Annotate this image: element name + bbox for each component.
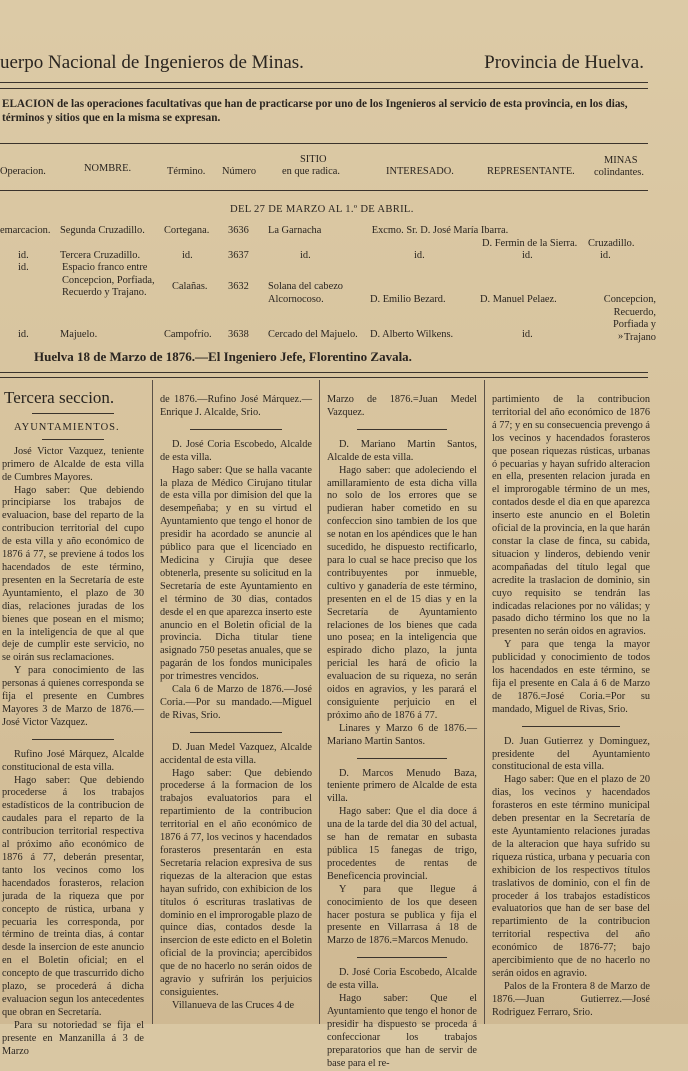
table-row-4-op: id.	[18, 329, 29, 340]
relacion-intro: ELACION de las operaciones facultativas que han de practicarse por uno de los Ingenieros al servicio de esta provincia, en los dias, términos y sitios que en la misma se expresan.	[2, 98, 628, 124]
table-row-4-termino: Campofrío.	[164, 329, 212, 340]
table-row-3-numero: 3632	[228, 281, 249, 292]
notice-5-heading: D. Mariano Martin Santos, Alcalde de esta villa.	[327, 438, 477, 463]
section-subtitle: AYUNTAMIENTOS.	[14, 421, 120, 433]
notice-5-closing: Linares y Marzo 6 de 1876.—Mariano Martin Santos.	[327, 722, 477, 747]
notice-5-body: Hago saber: que adoleciendo el amillaramiento de esta dicha villa no solo de los errores que se pudieran haber cometido en su confeccion sino tambien de los que se notan en los apéndices que le han sucedido, he dispuesto rectificarlo, para lo cual se hace preciso que los contribuyentes por inmueble, cultivo y ganadería de este término, presenten en el de 15 dias y en la Secretaría de Ayuntamiento relaciones de los bienes que cada uno posea; en la inteligencia que espirado dicho plazo, la junta pericial les hará de oficio la evaluacion de su riqueza, no serán oidos en agravios, y les parará el consiguiente perjuicio en el próximo año de 1876 á 77.	[327, 464, 477, 721]
table-row-4-representante: id.	[522, 329, 533, 340]
notice-2-heading: Rufino José Márquez, Alcalde constitucional de esta villa.	[2, 748, 144, 773]
table-row-3-nombre: Espacio franco entre Concepcion, Porfiada, Recuerdo y Trajano.	[62, 262, 155, 298]
notice-divider	[190, 429, 282, 430]
engineer-signature: Huelva 18 de Marzo de 1876.—El Ingeniero Jefe, Florentino Zavala.	[34, 349, 412, 364]
section-rule	[0, 372, 648, 373]
table-row-3-op: id.	[18, 262, 29, 273]
table-row-4-minas: »	[618, 331, 624, 342]
table-row-3-interesado: D. Emilio Bezard.	[370, 294, 446, 305]
table-row-1-interesado: Excmo. Sr. D. José María Ibarra.	[371, 225, 509, 236]
th-nombre: NOMBRE.	[84, 163, 132, 174]
notice-divider	[357, 957, 447, 958]
table-row-4-numero: 3638	[228, 329, 249, 340]
province-title: Provincia de Huelva.	[484, 52, 644, 73]
table-row-1-op: emarcacion.	[0, 225, 51, 236]
column-divider-3	[484, 380, 485, 1024]
th-interesado: INTERESADO.	[386, 166, 454, 177]
notice-4-heading: D. Juan Medel Vazquez, Alcalde accidental de esta villa.	[160, 741, 312, 766]
notice-divider	[32, 739, 114, 740]
th-minas-1: MINAS	[604, 155, 638, 166]
table-row-2-sitio: id.	[300, 250, 311, 261]
table-row-2-representante: D. Fermin de la Sierra.	[482, 238, 578, 249]
table-row-3-minas: Concepcion, Recuerdo, Porfiada y Trajano	[603, 294, 656, 343]
notice-3-body: Hago saber: Que se halla vacante la plaza de Médico Cirujano titular de esta villa por dimision del que la desempeñaba; y en su virtud el Ayuntamiento que tengo el honor de presidir ha acordado se anuncie al público para que el licenciado en Medicina y Cirujía que desee obtenerla, presente su solicitud en la Secretaría de este Ayuntamiento en el término de 30 dias, contados desde el en que aparezca inserto este anuncio en el Boletin oficial de la provincia. Dicha titular tiene asignado 750 pesetas anuales, que se pagarán de los fondos municipales por trimestres vencidos.	[160, 464, 312, 683]
column-divider-1	[152, 380, 153, 1024]
notice-divider	[190, 732, 282, 733]
column-4	[492, 394, 650, 1020]
notice-1-closing: Y para conocimiento de las personas á quienes corresponda se fija el presente en Cumbres Mayores 3 de Marzo de 1876.—José Victor Vazquez.	[2, 665, 144, 728]
notice-6-closing: Y para que llegue á conocimiento de los que deseen hacer postura se publica y fija el presente en Villarrasa á 18 de Marzo de 1876.=Marcos Menudo.	[327, 883, 477, 947]
notice-2-signature: de 1876.—Rufino José Márquez.—Enrique J. Alcalde, Srio.	[160, 394, 312, 418]
table-row-2-minas: Cruzadillo.	[588, 238, 635, 249]
th-minas-2: colindantes.	[594, 167, 644, 178]
header-rule	[0, 82, 648, 83]
th-termino: Término.	[167, 166, 206, 177]
section-rule-thin	[0, 377, 648, 378]
table-row-3-termino: Calañas.	[172, 281, 208, 292]
section-divider	[32, 413, 114, 414]
table-row-3-sitio: Solana del cabezo Alcornocoso.	[268, 281, 344, 305]
th-sitio-2: en que radica.	[282, 166, 340, 177]
notice-8-body: Hago saber: Que en el plazo de 20 dias, los vecinos y hacendados forasteros en este término municipal deben presentar en la Secretaría de este Ayuntamiento relaciones juradas de la alteracion que haya sufrido su riqueza rústica, urbana y pecuaria con exhibicion de los respectivos títulos traslativos de dominio, con el fin de proceder á los trabajos estadísticos evaluatorios que han de ser base del repartimiento de la contribucion territorial respectiva del año económico de 1876-77; bajo apercibimiento que de no hacerlo no serán oidos en agravio.	[492, 774, 650, 979]
table-row-1-sitio: La Garnacha	[268, 225, 322, 236]
notice-4-signature: Marzo de 1876.=Juan Medel Vazquez.	[327, 394, 477, 418]
th-numero: Número	[222, 166, 257, 177]
table-top-rule	[0, 143, 648, 144]
notice-4-body: Hago saber: Que debiendo procederse á la formacion de los trabajos evaluatorios para el repartimiento de la contribucion territorial en el año económico de 1876 á 77, los vecinos y hacendados forasteros presentarán en esta Secretaría relacion expresiva de sus riquezas de la alteracion que estas hayan sufrido, con exhibicion de los títulos ó escrituras traslativas de dominio en el improrogable plazo de quince dias, contados desde la insercion de este edicto en el Boletin oficial de la provincia; apercibidos que de no hacerlo no serán oidos de agravio y sufrirán los perjuicios consiguientes.	[160, 767, 312, 998]
table-row-2-interesado: id.	[414, 250, 425, 261]
notice-6-heading: D. Marcos Menudo Baza, teniente primero de Alcalde de esta villa.	[327, 767, 477, 805]
notice-3-closing: Cala 6 de Marzo de 1876.—José Coria.—Por su mandado.—Miguel de Rivas, Srio.	[160, 684, 312, 721]
table-row-1-termino: Cortegana.	[164, 225, 210, 236]
section-title: Tercera seccion.	[4, 388, 115, 407]
notice-7-body: Hago saber: Que el Ayuntamiento que tengo el honor de presidir ha dispuesto se proceda á confeccionar los trabajos preparatorios que han de servir de base para el re-	[327, 993, 477, 1069]
column-3	[327, 394, 477, 1071]
table-header-rule	[0, 190, 648, 191]
notice-8-closing: Palos de la Frontera 8 de Marzo de 1876.—Juan Gutierrez.—José Rodriguez Ferraro, Srio.	[492, 980, 650, 1018]
th-operacion: Operacion.	[0, 166, 46, 177]
subtitle-divider	[42, 439, 104, 440]
notice-4-closing: Villanueva de las Cruces 4 de	[172, 999, 295, 1011]
date-range: DEL 27 DE MARZO AL 1.º DE ABRIL.	[230, 204, 414, 215]
notice-8-heading: D. Juan Gutierrez y Dominguez, presidente del Ayuntamiento constitucional de esta villa.	[492, 735, 650, 773]
table-row-4-interesado: D. Alberto Wilkens.	[370, 329, 454, 340]
notice-3-heading: D. José Coria Escobedo, Alcalde de esta villa.	[160, 438, 312, 463]
table-row-2-termino: id.	[182, 250, 193, 261]
notice-divider	[357, 429, 447, 430]
table-row-1-nombre: Segunda Cruzadillo.	[60, 225, 145, 236]
th-sitio-1: SITIO	[300, 154, 327, 165]
table-row-2-minas-id: id.	[600, 250, 611, 261]
table-row-4-sitio: Cercado del Majuelo.	[268, 329, 358, 340]
th-representante: REPRESENTANTE.	[487, 166, 575, 177]
notice-6-body: Hago saber: Que el dia doce á una de la tarde del dia 30 del actual, se han de rematar en subasta pública 15 fanegas de trigo, procedentes de rentas de Beneficencia provincial.	[327, 806, 477, 882]
notice-7-heading: D. José Coria Escobedo, Alcalde de esta villa.	[327, 967, 477, 992]
column-divider-2	[319, 380, 320, 1024]
table-row-2-op: id.	[18, 250, 29, 261]
notice-divider	[357, 758, 447, 759]
table-row-2-numero: 3637	[228, 250, 249, 261]
notice-7-closing: Y para que tenga la mayor publicidad y conocimiento de todos los hacendados en este término, se fija el presente en Cala á 6 de Marzo de 1876.=José Coria.=Por su mandado, Miguel de Rivas, Srio.	[492, 639, 650, 715]
notice-2-closing: Para su notoriedad se fija el presente en Manzanilla á 3 de Marzo	[2, 1019, 144, 1057]
notice-1-body: Hago saber: Que debiendo principiarse los trabajos de evaluacion, base del reparto de la contribucion territorial del cupo de esta villa y año económico de 1876 á 77, se previene á todos los hacendados de este término, presenten en la Secretaría de este Ayuntamiento, el plazo de 30 dias, relaciones juradas de los bienes que posean en el mismo; en la inteligencia de que al que deje de cumplir este servicio, no se oirán sus reclamaciones.	[2, 484, 144, 664]
notice-1-heading: José Victor Vazquez, teniente primero de Alcalde de esta villa de Cumbres Mayores.	[2, 445, 144, 483]
table-row-2-rep-id: id.	[522, 250, 533, 261]
column-1	[2, 384, 144, 1059]
notice-divider	[522, 726, 620, 727]
notice-2-body: Hago saber: Que debiendo procederse á los trabajos estadísticos de la contribucion de caudales para el reparto de la contribucion territorial respectiva al próximo año económico de 1876 á 77, deberán presentar, tanto los vecinos como los hacendados forasteros, relacion jurada de la riqueza que por concepto de rústica, urbana y pecuaria les corresponda, por término de treinta dias, á contar desde la insercion de este anuncio en el Boletin oficial; en el concepto de que trascurrido dicho plazo, se procederá á dicha evaluacion segun los antecedentes que obran en Secretaría.	[2, 774, 144, 1018]
notice-7-continuation: partimiento de la contribucion territorial del año económico de 1876 á 77; y en su consecuencia prevengo á los vecinos y hacendados forasteros que posean riquezas rústicas, urbanas ó pecuarias y hayan sufrido alteracion en ella, presenten relacion jurada en el improrogable término de un mes, contados desde el dia en que aparezca inserto este anuncio en el Boletin oficial de la provincia, en la que harán constar la clase de finca, su cabida, situacion y linderos, debiendo venir acompañadas del título legal que acredite la traslacion de dominio, sin cuyo requisito se tendrán las indicadas relaciones por no válidas; y pasado dicho término los que no la presenten no serán oidos en agravios.	[492, 394, 650, 638]
table-row-3-representante: D. Manuel Pelaez.	[480, 294, 557, 305]
table-row-1-numero: 3636	[228, 225, 249, 236]
table-row-2-nombre: Tercera Cruzadillo.	[60, 250, 141, 261]
table-row-4-nombre: Majuelo.	[60, 329, 98, 340]
corps-title: uerpo Nacional de Ingenieros de Minas.	[0, 52, 304, 73]
header-rule-thin	[0, 88, 648, 89]
column-2	[160, 394, 312, 1013]
